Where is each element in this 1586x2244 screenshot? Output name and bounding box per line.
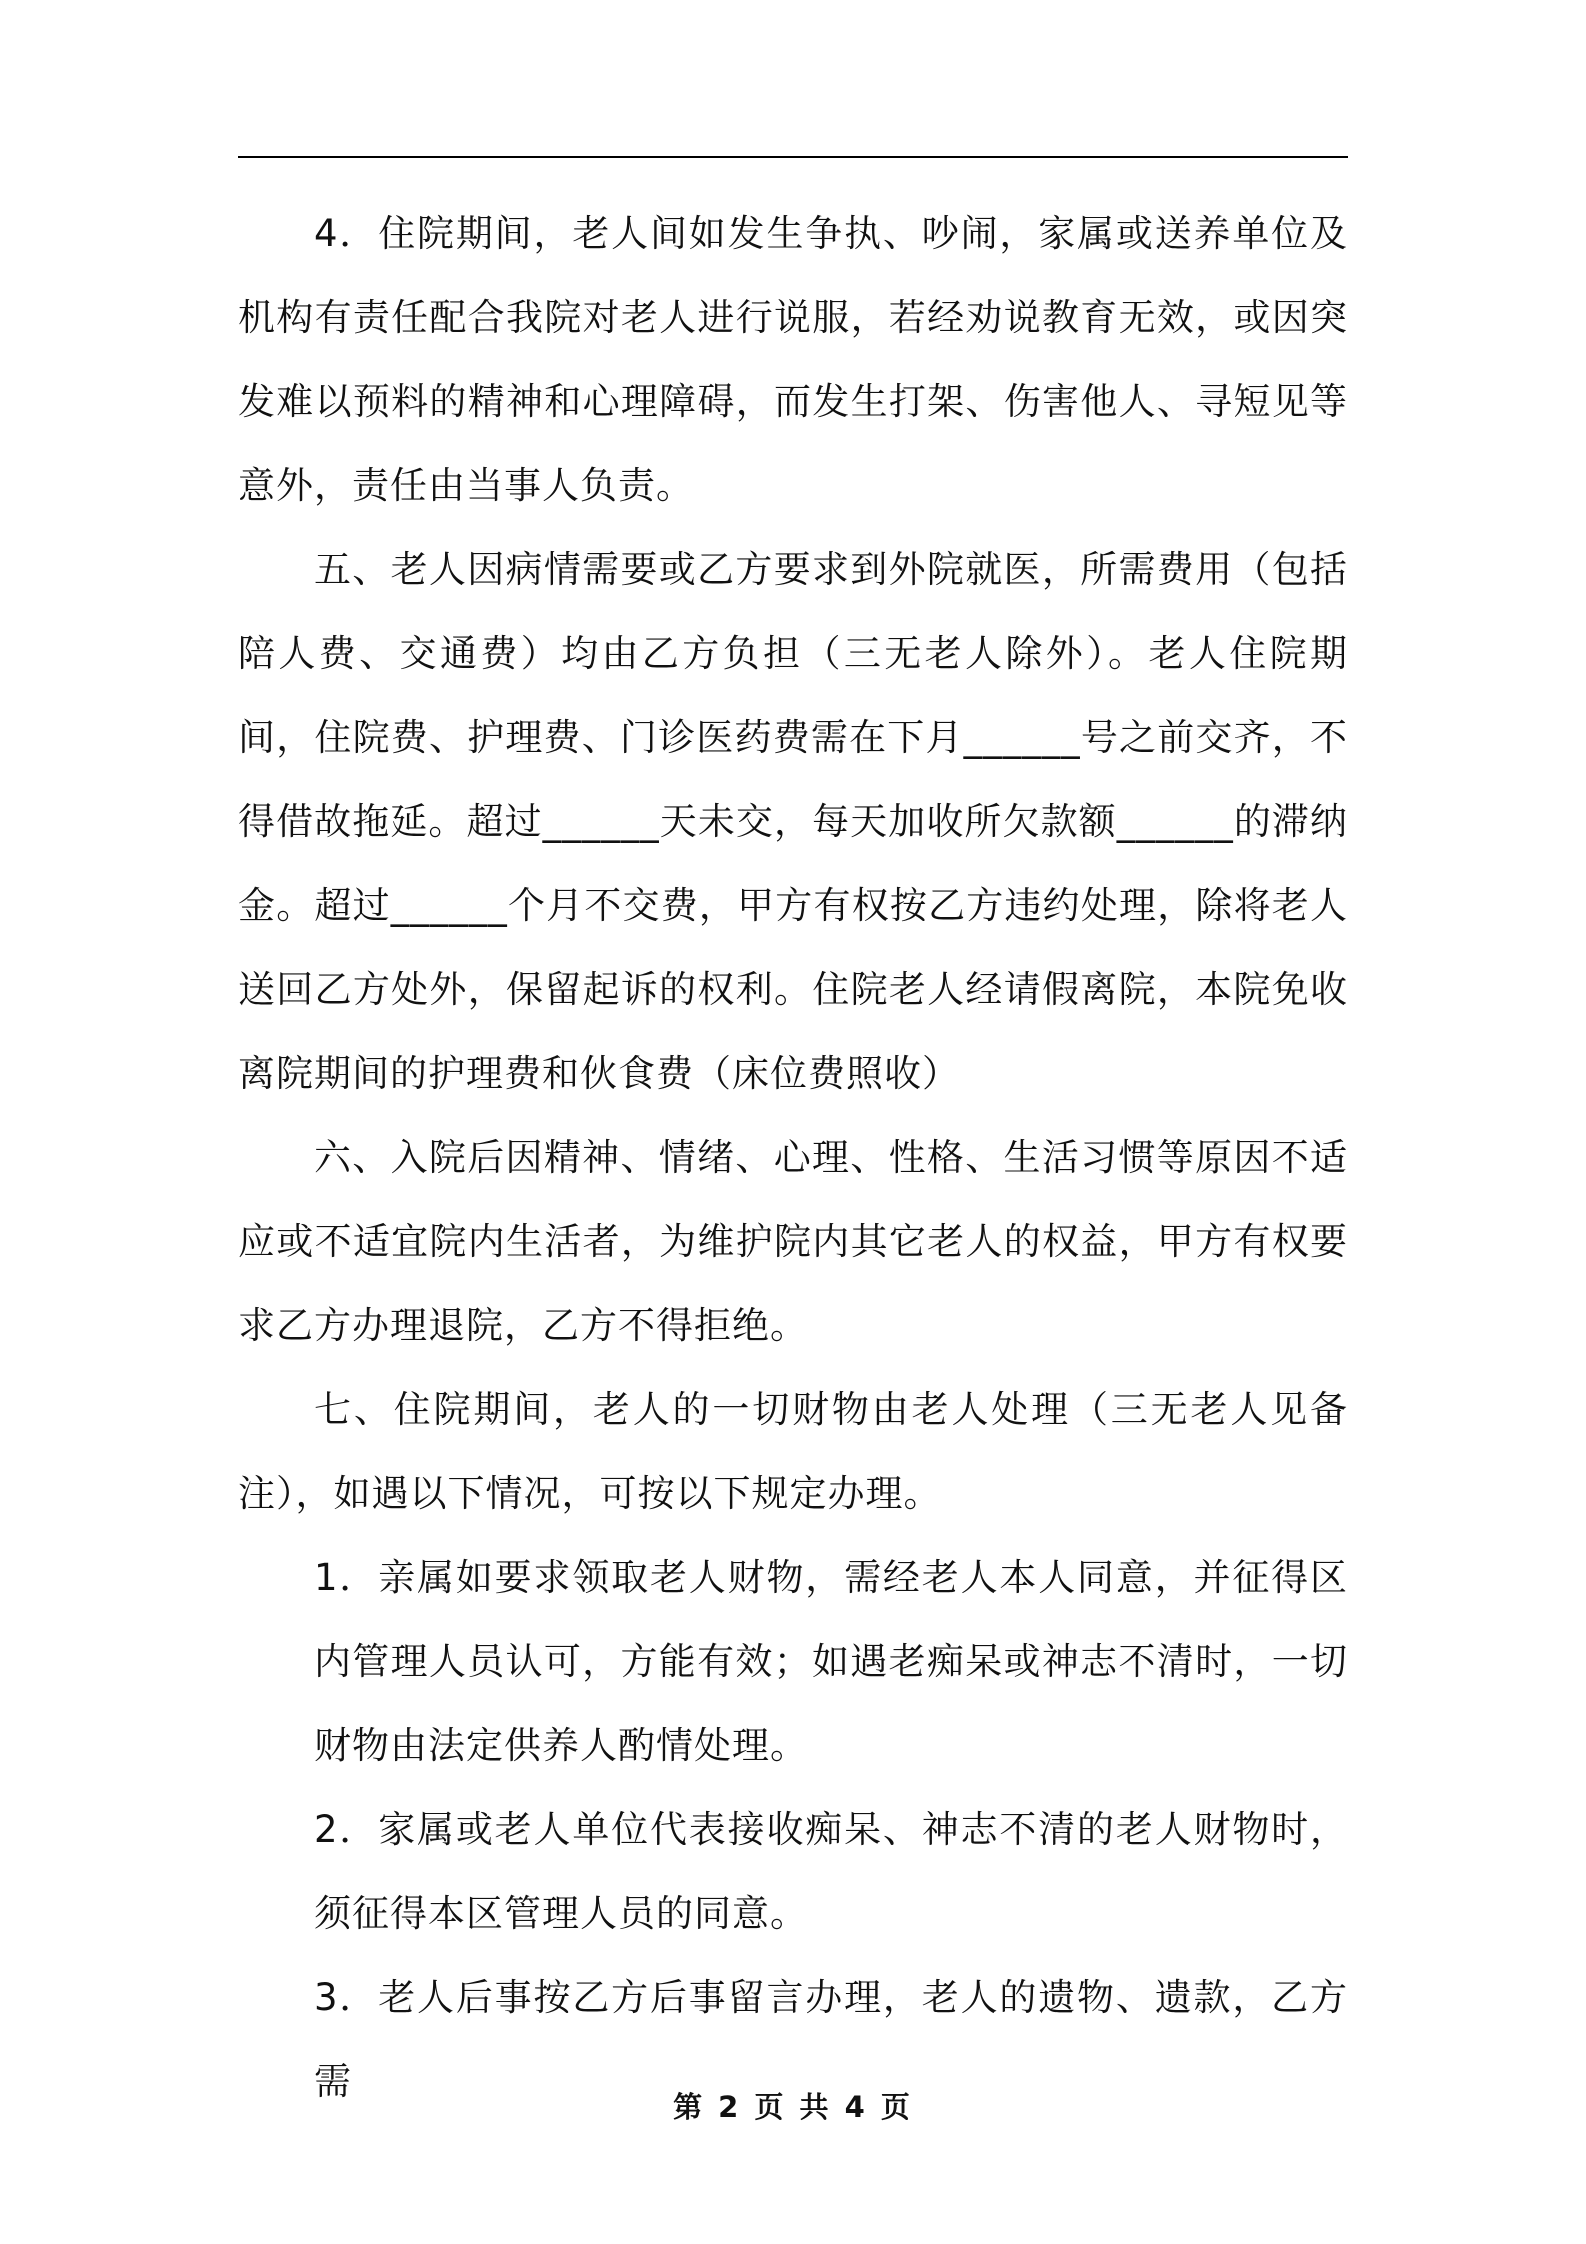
paragraph-7-item-3: 3．老人后事按乙方后事留言办理，老人的遗物、遗款，乙方需 [314,1976,1348,2103]
header-rule [238,156,1348,158]
paragraph-6-discharge: 六、入院后因精神、情绪、心理、性格、生活习惯等原因不适应或不适宜院内生活者，为维护院内其它老人的权益，甲方有权要求乙方办理退院，乙方不得拒绝。 [238,1136,1348,1347]
paragraph-7-property: 七、住院期间，老人的一切财物由老人处理（三无老人见备注），如遇以下情况，可按以下规定办理。 [238,1388,1348,1515]
document-body [238,192,1348,2124]
page-number: 第 2 页 共 4 页 [673,2090,913,2124]
paragraph-5-medical-fees: 五、老人因病情需要或乙方要求到外院就医，所需费用（包括陪人费、交通费）均由乙方负担（三无老人除外）。老人住院期间，住院费、护理费、门诊医药费需在下月______号之前交齐，不得借故拖延。超过______天未交，每天加收所欠款额______的滞纳金。超过______个月不交费，甲方有权按乙方违约处理，除将老人送回乙方处外，保留起诉的权利。住院老人经请假离院，本院免收离院期间的护理费和伙食费（床位费照收） [238,548,1348,1095]
paragraph-7-item-2: 2．家属或老人单位代表接收痴呆、神志不清的老人财物时，须征得本区管理人员的同意。 [314,1808,1348,1935]
paragraph-4-dispute: 4．住院期间，老人间如发生争执、吵闹，家属或送养单位及机构有责任配合我院对老人进行说服，若经劝说教育无效，或因突发难以预料的精神和心理障碍，而发生打架、伤害他人、寻短见等意外，责任由当事人负责。 [238,212,1348,507]
paragraph-7-item-1: 1．亲属如要求领取老人财物，需经老人本人同意，并征得区内管理人员认可，方能有效；如遇老痴呆或神志不清时，一切财物由法定供养人酌情处理。 [314,1556,1348,1767]
